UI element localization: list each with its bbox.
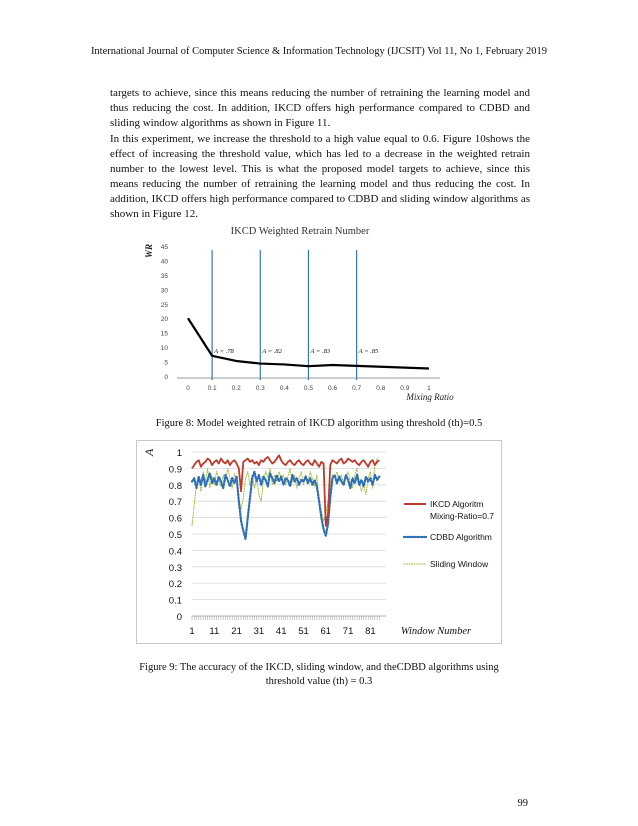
y-tick-label: 20 <box>160 316 168 324</box>
x-tick-label: 71 <box>342 626 354 637</box>
figure-9-caption-line-1: Figure 9: The accuracy of the IKCD, sliding window, and theCDBD algorithms using <box>139 662 499 673</box>
x-tick-label: 0.2 <box>231 385 241 392</box>
x-axis-label: Mixing Ratio <box>406 392 454 402</box>
page-number: 99 <box>517 798 528 809</box>
x-tick-label: 0.6 <box>328 385 338 392</box>
x-tick-label: 0 <box>186 385 190 392</box>
y-tick-label: 0.5 <box>168 530 182 541</box>
x-axis-label: Window Number <box>400 626 472 637</box>
y-tick-label: 30 <box>160 287 168 295</box>
y-tick-label: 1 <box>176 448 182 459</box>
y-tick-label: 35 <box>160 272 168 280</box>
x-tick-label: 41 <box>275 626 287 637</box>
legend-label: CDBD Algorithm <box>430 532 492 542</box>
x-tick-label: 0.7 <box>352 385 362 392</box>
figure-8-chart <box>140 222 480 406</box>
accuracy-marker-label: A = .85 <box>358 347 379 355</box>
figure-9-chart <box>136 440 502 644</box>
x-tick-label: 21 <box>231 626 242 637</box>
y-tick-label: 45 <box>160 244 168 251</box>
chart-border <box>137 441 502 644</box>
x-tick-label: 61 <box>320 626 332 637</box>
x-tick-label: 51 <box>298 626 309 637</box>
x-tick-label: 0.5 <box>303 385 313 392</box>
y-axis-label: A <box>142 448 156 456</box>
x-tick-label: 0.9 <box>400 385 410 392</box>
y-tick-label: 0.8 <box>168 480 182 492</box>
x-tick-label: 1 <box>427 385 431 392</box>
x-tick-label: 31 <box>253 626 265 637</box>
x-tick-label: 0.8 <box>376 385 386 392</box>
y-tick-label: 5 <box>164 359 168 367</box>
legend-label: Mixing-Ratio=0.7 <box>430 511 495 521</box>
paragraph-2: In this experiment, we increase the threshold to a high value equal to 0.6. Figure 10shows the effect of increasing the threshold value, which has led to a decrease in the weighted retrain number to the lowest level. This is what the proposed model targets to achieve, since this means reducing the number of retraining the learning model and thus reducing the cost. In addition, IKCD offers high performance compared to CDBD and sliding window algorithms as shown in Figure 12. <box>110 133 530 220</box>
y-tick-label: 0 <box>164 374 168 381</box>
journal-header: International Journal of Computer Science & Information Technology (IJCSIT) Vol 11, No 1, February 2019 <box>90 46 548 57</box>
y-tick-label: 0.6 <box>168 513 182 525</box>
y-axis-label: WR <box>144 243 154 258</box>
figure-9-caption-line-2: threshold value (th) = 0.3 <box>265 676 373 687</box>
legend-label: IKCD Algoritm <box>430 499 484 509</box>
chart-title: IKCD Weighted Retrain Number <box>230 226 370 237</box>
x-tick-label: 0.1 <box>207 385 217 392</box>
y-tick-label: 0.3 <box>168 562 182 574</box>
y-tick-label: 0.1 <box>168 595 182 607</box>
paragraph-1: targets to achieve, since this means reducing the number of retraining the learning model and thus reducing the cost. In addition, IKCD offers high performance compared to CDBD and sliding window algorithms as shown in Figure 11. <box>110 87 530 129</box>
accuracy-marker-label: A = .78 <box>214 347 234 355</box>
y-tick-label: 0.2 <box>168 579 182 591</box>
y-tick-label: 0 <box>176 612 182 623</box>
x-tick-label: 0.3 <box>255 385 265 392</box>
y-tick-label: 40 <box>160 258 168 266</box>
x-tick-label: 11 <box>209 626 220 637</box>
x-tick-label: 0.4 <box>279 385 289 392</box>
legend-label: Sliding Window <box>430 559 489 569</box>
y-tick-label: 0.4 <box>168 546 182 558</box>
y-tick-label: 15 <box>160 330 168 338</box>
accuracy-marker-label: A = .82 <box>262 347 282 355</box>
y-tick-label: 0.9 <box>168 464 182 476</box>
y-tick-label: 25 <box>160 301 168 309</box>
x-tick-label: 81 <box>365 626 376 637</box>
figure-8-caption: Figure 8: Model weighted retrain of IKCD algorithm using threshold (th)=0.5 <box>155 418 483 429</box>
x-tick-label: 1 <box>189 626 195 637</box>
y-tick-label: 0.7 <box>168 497 182 509</box>
accuracy-marker-label: A = .83 <box>310 347 331 355</box>
y-tick-label: 10 <box>160 345 168 353</box>
